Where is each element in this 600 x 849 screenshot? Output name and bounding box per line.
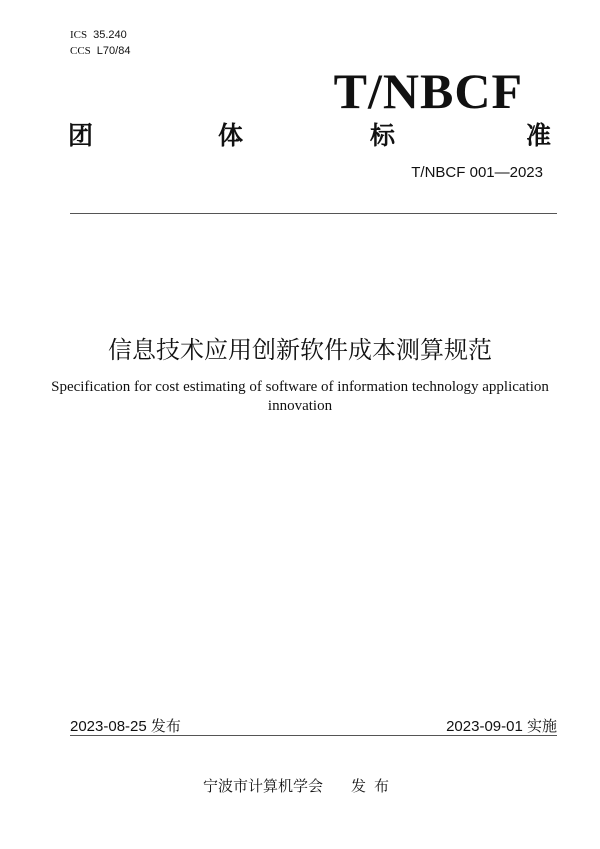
publisher-line (0, 775, 600, 796)
title-chinese: 信息技术应用创新软件成本测算规范 (108, 336, 492, 364)
ics-value: 35.240 (93, 29, 127, 41)
document-number: T/NBCF 001—2023 (411, 164, 543, 181)
standard-type-char: 准 (526, 121, 552, 150)
ccs-code (70, 44, 130, 57)
standard-brand: T/NBCF (333, 63, 523, 119)
publisher-name: 宁波市计算机学会 (202, 777, 323, 795)
implement-date: 2023-09-01 实施 (446, 718, 557, 735)
footer-divider (70, 735, 557, 736)
standard-type-char: 标 (370, 121, 396, 150)
title-english: Specification for cost estimating of software of information technology application innovation (51, 379, 549, 414)
standard-type-char: 体 (218, 121, 244, 150)
ics-label: ICS (70, 29, 88, 41)
publish-label: 发布 (351, 777, 398, 795)
issue-date: 2023-08-25 发布 (70, 718, 181, 735)
ccs-label: CCS (70, 45, 91, 57)
ccs-value: L70/84 (96, 45, 131, 57)
header-divider (70, 213, 557, 214)
standard-type-char: 团 (68, 121, 94, 150)
ics-code (70, 28, 127, 41)
